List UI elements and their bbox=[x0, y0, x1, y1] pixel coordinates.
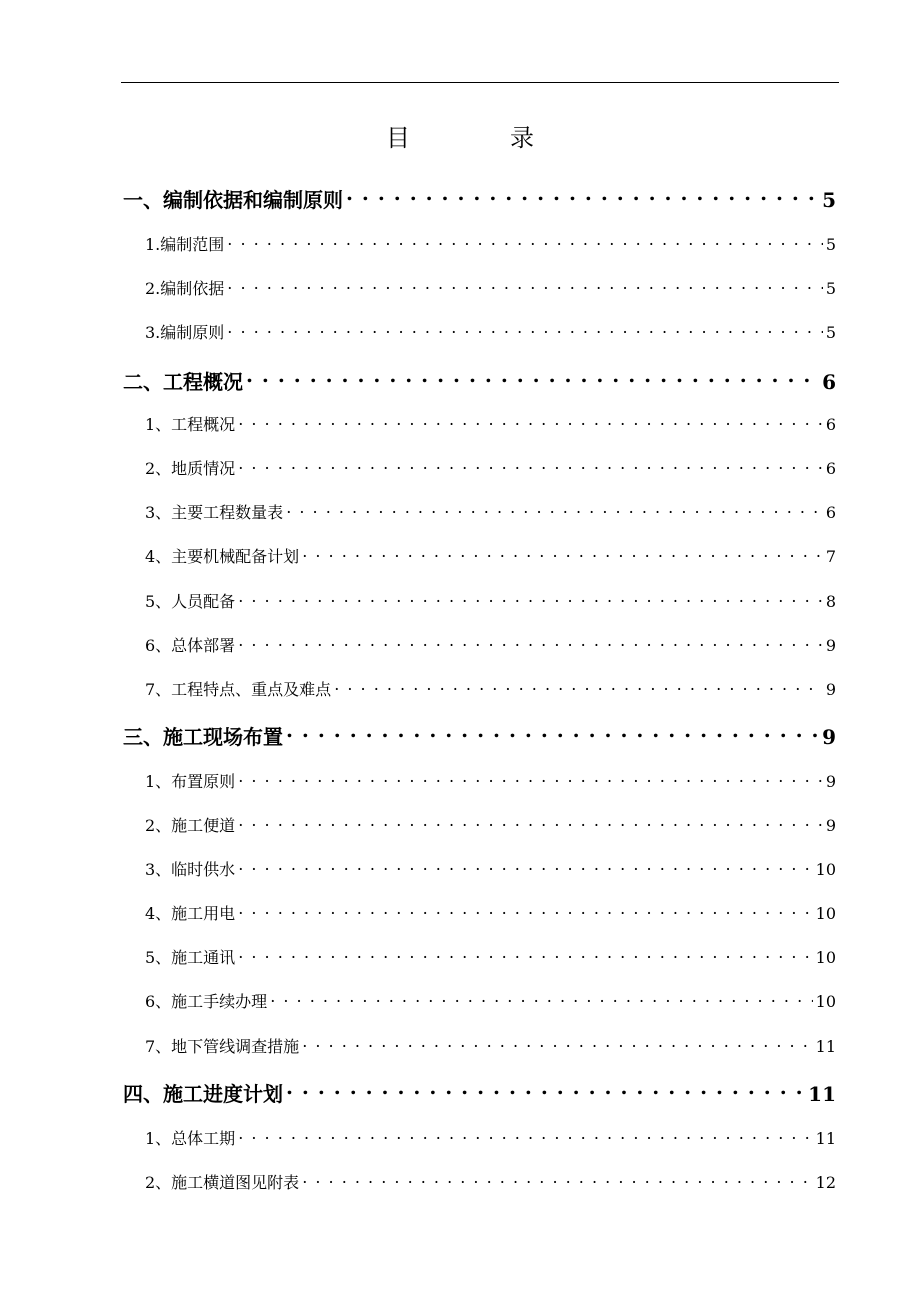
toc-section-entry[interactable] bbox=[123, 1073, 836, 1108]
toc-page-number: 10 bbox=[815, 860, 836, 880]
toc-section-entry[interactable] bbox=[123, 716, 836, 751]
toc-page-number: 10 bbox=[815, 948, 836, 968]
toc-page-number: 11 bbox=[815, 1037, 836, 1057]
toc-page-number: 9 bbox=[822, 725, 836, 749]
page-title: 目 录 bbox=[386, 124, 572, 152]
toc-section-entry[interactable] bbox=[123, 179, 836, 214]
toc-page-number: 12 bbox=[815, 1173, 836, 1193]
toc-page-number: 6 bbox=[822, 370, 836, 394]
toc-page-number: 10 bbox=[815, 992, 836, 1012]
toc-page-number: 6 bbox=[825, 503, 836, 523]
toc-subsection-entry[interactable] bbox=[145, 540, 836, 569]
toc-dot-leader bbox=[302, 1166, 812, 1188]
toc-dot-leader bbox=[238, 585, 823, 607]
toc-page-number: 11 bbox=[808, 1082, 836, 1106]
toc-entry-label: 2.编制依据 bbox=[145, 279, 225, 299]
toc-dot-leader bbox=[346, 179, 819, 207]
toc-page-number: 9 bbox=[825, 680, 836, 700]
toc-dot-leader bbox=[286, 496, 823, 518]
toc-subsection-entry[interactable] bbox=[145, 272, 836, 301]
toc-entry-label: 四、施工进度计划 bbox=[123, 1082, 283, 1106]
toc-page-number: 8 bbox=[825, 592, 836, 612]
toc-dot-leader bbox=[286, 1073, 805, 1101]
toc-dot-leader bbox=[270, 985, 812, 1007]
toc-entry-label: 2、施工横道图见附表 bbox=[145, 1173, 300, 1193]
toc-entry-label: 3.编制原则 bbox=[145, 323, 225, 343]
toc-page-number: 5 bbox=[825, 279, 836, 299]
toc-dot-leader bbox=[334, 673, 823, 695]
toc-page-number: 9 bbox=[825, 772, 836, 792]
toc-entry-label: 二、工程概况 bbox=[123, 370, 243, 394]
toc-entry-label: 1、工程概况 bbox=[145, 415, 236, 435]
toc-dot-leader bbox=[238, 408, 823, 430]
toc-entry-label: 4、主要机械配备计划 bbox=[145, 547, 300, 567]
toc-entry-label: 1、布置原则 bbox=[145, 772, 236, 792]
toc-subsection-entry[interactable] bbox=[145, 496, 836, 525]
toc-page-number: 5 bbox=[825, 235, 836, 255]
toc-dot-leader bbox=[238, 853, 812, 875]
toc-entry-label: 三、施工现场布置 bbox=[123, 725, 283, 749]
toc-subsection-entry[interactable] bbox=[145, 1122, 836, 1151]
toc-subsection-entry[interactable] bbox=[145, 897, 836, 926]
toc-dot-leader bbox=[238, 765, 823, 787]
toc-dot-leader bbox=[238, 629, 823, 651]
header-rule bbox=[121, 82, 839, 83]
toc-subsection-entry[interactable] bbox=[145, 809, 836, 838]
toc-entry-label: 1、总体工期 bbox=[145, 1129, 236, 1149]
toc-dot-leader bbox=[246, 361, 819, 389]
toc-page-number: 6 bbox=[825, 459, 836, 479]
toc-subsection-entry[interactable] bbox=[145, 941, 836, 970]
toc-page-number: 5 bbox=[822, 188, 836, 212]
toc-subsection-entry[interactable] bbox=[145, 452, 836, 481]
toc-dot-leader bbox=[302, 540, 823, 562]
toc-entry-label: 1.编制范围 bbox=[145, 235, 225, 255]
toc-page-number: 10 bbox=[815, 904, 836, 924]
toc-subsection-entry[interactable] bbox=[145, 985, 836, 1014]
toc-page-number: 11 bbox=[815, 1129, 836, 1149]
toc-subsection-entry[interactable] bbox=[145, 585, 836, 614]
toc-entry-label: 3、临时供水 bbox=[145, 860, 236, 880]
toc-entry-label: 2、地质情况 bbox=[145, 459, 236, 479]
toc-subsection-entry[interactable] bbox=[145, 228, 836, 257]
toc-section-entry[interactable] bbox=[123, 361, 836, 396]
toc-dot-leader bbox=[286, 716, 819, 744]
toc-entry-label: 5、施工通讯 bbox=[145, 948, 236, 968]
toc-page-number: 9 bbox=[825, 816, 836, 836]
toc-dot-leader bbox=[227, 228, 823, 250]
toc-page-number: 5 bbox=[825, 323, 836, 343]
toc-subsection-entry[interactable] bbox=[145, 673, 836, 702]
toc-entry-label: 4、施工用电 bbox=[145, 904, 236, 924]
toc-entry-label: 3、主要工程数量表 bbox=[145, 503, 284, 523]
toc-subsection-entry[interactable] bbox=[145, 765, 836, 794]
toc-subsection-entry[interactable] bbox=[145, 853, 836, 882]
toc-dot-leader bbox=[227, 272, 823, 294]
toc-entry-label: 7、地下管线调查措施 bbox=[145, 1037, 300, 1057]
toc-dot-leader bbox=[227, 316, 823, 338]
toc-page-number: 7 bbox=[825, 547, 836, 567]
toc-entry-label: 2、施工便道 bbox=[145, 816, 236, 836]
toc-subsection-entry[interactable] bbox=[145, 629, 836, 658]
toc-entry-label: 7、工程特点、重点及难点 bbox=[145, 680, 332, 700]
toc-subsection-entry[interactable] bbox=[145, 1030, 836, 1059]
toc-subsection-entry[interactable] bbox=[145, 408, 836, 437]
toc-page-number: 9 bbox=[825, 636, 836, 656]
toc-entry-label: 6、施工手续办理 bbox=[145, 992, 268, 1012]
toc-dot-leader bbox=[238, 941, 812, 963]
toc-page-number: 6 bbox=[825, 415, 836, 435]
toc-dot-leader bbox=[238, 1122, 812, 1144]
toc-subsection-entry[interactable] bbox=[145, 1166, 836, 1195]
toc-dot-leader bbox=[238, 897, 812, 919]
toc-entry-label: 5、人员配备 bbox=[145, 592, 236, 612]
toc-dot-leader bbox=[238, 809, 823, 831]
toc-entry-label: 6、总体部署 bbox=[145, 636, 236, 656]
toc-dot-leader bbox=[302, 1030, 812, 1052]
toc-dot-leader bbox=[238, 452, 823, 474]
toc-subsection-entry[interactable] bbox=[145, 316, 836, 345]
toc-entry-label: 一、编制依据和编制原则 bbox=[123, 188, 343, 212]
